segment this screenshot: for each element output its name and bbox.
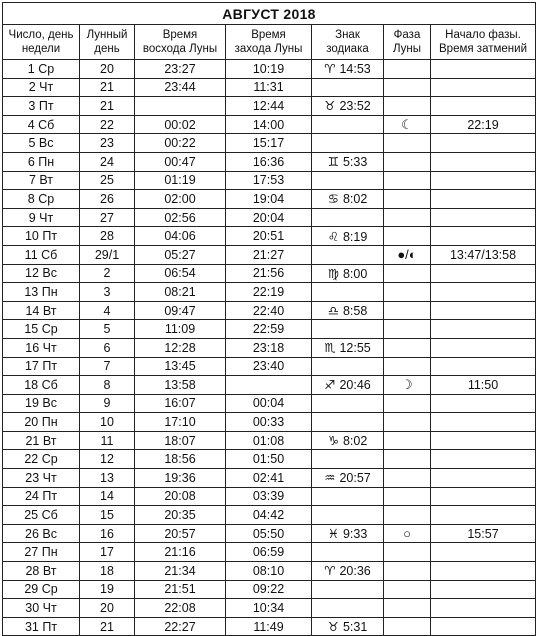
table-row xyxy=(3,543,536,562)
moonrise-cell: 04:06 xyxy=(135,227,226,246)
phase-start-cell xyxy=(431,320,536,339)
phase-start-cell xyxy=(431,152,536,171)
phase-start-cell xyxy=(431,543,536,562)
date-cell: 6 Пн xyxy=(3,152,80,171)
date-cell: 4 Сб xyxy=(3,115,80,134)
lunar-day-cell: 15 xyxy=(80,506,135,525)
lunar-calendar xyxy=(2,2,536,636)
table-row xyxy=(3,450,536,469)
zodiac-time: 9:33 xyxy=(342,527,368,542)
lunar-day-cell: 20 xyxy=(80,599,135,618)
moonrise-cell: 02:00 xyxy=(135,190,226,209)
phase-start-cell: 15:57 xyxy=(431,524,536,543)
zodiac-sign-icon: ♉ xyxy=(327,620,339,635)
phase-start-cell xyxy=(431,357,536,376)
moon-phase-icon xyxy=(384,357,431,376)
date-cell: 22 Ср xyxy=(3,450,80,469)
date-cell: 27 Пн xyxy=(3,543,80,562)
zodiac-cell xyxy=(312,506,384,525)
moonset-cell: 15:17 xyxy=(226,134,312,153)
moonrise-cell: 18:07 xyxy=(135,431,226,450)
moonset-cell: 21:56 xyxy=(226,264,312,283)
lunar-day-cell: 21 xyxy=(80,97,135,116)
zodiac-time: 5:33 xyxy=(342,155,368,170)
zodiac-time: 14:53 xyxy=(339,62,371,77)
phase-start-cell xyxy=(431,580,536,599)
moonset-cell: 11:31 xyxy=(226,78,312,97)
moonrise-cell: 16:07 xyxy=(135,394,226,413)
table-row xyxy=(3,208,536,227)
moon-phase-icon xyxy=(384,227,431,246)
lunar-day-cell: 8 xyxy=(80,376,135,395)
lunar-day-cell: 22 xyxy=(80,115,135,134)
moon-phase-icon xyxy=(384,264,431,283)
lunar-day-cell: 27 xyxy=(80,208,135,227)
phase-start-cell: 11:50 xyxy=(431,376,536,395)
moon-phase-icon: ●/◐ xyxy=(384,245,431,264)
date-cell: 17 Пт xyxy=(3,357,80,376)
phase-start-cell xyxy=(431,506,536,525)
date-cell: 11 Сб xyxy=(3,245,80,264)
table-row xyxy=(3,245,536,264)
moon-phase-icon xyxy=(384,617,431,636)
phase-start-cell xyxy=(431,208,536,227)
phase-start-cell xyxy=(431,283,536,302)
lunar-day-cell: 25 xyxy=(80,171,135,190)
zodiac-cell xyxy=(312,264,384,283)
moonset-cell: 01:08 xyxy=(226,431,312,450)
header-row xyxy=(3,25,536,60)
header-lunar-day: Лунный день xyxy=(80,25,135,60)
header-zodiac: Знак зодиака xyxy=(312,25,384,60)
table-row xyxy=(3,134,536,153)
phase-start-cell xyxy=(431,487,536,506)
phase-start-cell xyxy=(431,394,536,413)
header-moon-phase: Фаза Луны xyxy=(384,25,431,60)
date-cell: 5 Вс xyxy=(3,134,80,153)
moon-phase-icon: ☾ xyxy=(384,115,431,134)
moonset-cell: 21:27 xyxy=(226,245,312,264)
moonset-cell: 20:51 xyxy=(226,227,312,246)
moonset-cell: 19:04 xyxy=(226,190,312,209)
moon-phase-icon xyxy=(384,599,431,618)
table-row xyxy=(3,227,536,246)
moon-phase-icon: ☽ xyxy=(384,376,431,395)
zodiac-cell xyxy=(312,171,384,190)
table-row xyxy=(3,190,536,209)
lunar-day-cell: 11 xyxy=(80,431,135,450)
date-cell: 24 Пт xyxy=(3,487,80,506)
moonset-cell: 22:59 xyxy=(226,320,312,339)
moon-phase-icon xyxy=(384,506,431,525)
lunar-day-cell: 28 xyxy=(80,227,135,246)
header-day: Число, день недели xyxy=(3,25,80,60)
zodiac-cell xyxy=(312,208,384,227)
moonset-cell: 22:19 xyxy=(226,283,312,302)
moon-phase-icon xyxy=(384,60,431,79)
zodiac-cell xyxy=(312,562,384,581)
moon-phase-icon xyxy=(384,152,431,171)
table-row xyxy=(3,599,536,618)
zodiac-time: 8:19 xyxy=(342,229,368,244)
table-body xyxy=(3,60,536,636)
table-title: АВГУСТ 2018 xyxy=(3,3,536,25)
table-row xyxy=(3,469,536,488)
table-row xyxy=(3,338,536,357)
phase-start-cell xyxy=(431,134,536,153)
date-cell: 3 Пт xyxy=(3,97,80,116)
moonrise-cell: 08:21 xyxy=(135,283,226,302)
zodiac-sign-icon: ♒ xyxy=(324,471,336,486)
date-cell: 1 Ср xyxy=(3,60,80,79)
zodiac-cell xyxy=(312,524,384,543)
date-cell: 10 Пт xyxy=(3,227,80,246)
date-cell: 21 Вт xyxy=(3,431,80,450)
table-row xyxy=(3,60,536,79)
phase-start-cell: 13:47/13:58 xyxy=(431,245,536,264)
moonrise-cell: 18:56 xyxy=(135,450,226,469)
moon-phase-icon xyxy=(384,413,431,432)
table-row xyxy=(3,320,536,339)
zodiac-cell xyxy=(312,320,384,339)
moonset-cell: 14:00 xyxy=(226,115,312,134)
phase-start-cell xyxy=(431,338,536,357)
zodiac-sign-icon: ♎ xyxy=(327,304,339,319)
header-moonset: Время захода Луны xyxy=(226,25,312,60)
lunar-calendar-table xyxy=(2,2,536,636)
zodiac-cell xyxy=(312,580,384,599)
zodiac-cell xyxy=(312,97,384,116)
moonrise-cell: 00:47 xyxy=(135,152,226,171)
moon-phase-icon xyxy=(384,450,431,469)
table-row xyxy=(3,264,536,283)
moonrise-cell: 22:27 xyxy=(135,617,226,636)
moonset-cell: 23:18 xyxy=(226,338,312,357)
phase-start-cell xyxy=(431,190,536,209)
phase-start-cell xyxy=(431,599,536,618)
table-row xyxy=(3,115,536,134)
moon-phase-icon xyxy=(384,283,431,302)
zodiac-time: 20:57 xyxy=(339,471,371,486)
lunar-day-cell: 29/1 xyxy=(80,245,135,264)
table-row xyxy=(3,97,536,116)
zodiac-cell xyxy=(312,487,384,506)
phase-start-cell xyxy=(431,301,536,320)
table-row xyxy=(3,357,536,376)
zodiac-cell xyxy=(312,227,384,246)
table-row xyxy=(3,171,536,190)
date-cell: 9 Чт xyxy=(3,208,80,227)
zodiac-cell xyxy=(312,245,384,264)
date-cell: 2 Чт xyxy=(3,78,80,97)
zodiac-time: 8:02 xyxy=(342,434,368,449)
date-cell: 31 Пт xyxy=(3,617,80,636)
moonrise-cell: 20:08 xyxy=(135,487,226,506)
moonset-cell: 22:40 xyxy=(226,301,312,320)
zodiac-cell xyxy=(312,60,384,79)
lunar-day-cell: 7 xyxy=(80,357,135,376)
zodiac-cell xyxy=(312,431,384,450)
header-moonrise: Время восхода Луны xyxy=(135,25,226,60)
moonrise-cell: 00:22 xyxy=(135,134,226,153)
moonrise-cell: 21:16 xyxy=(135,543,226,562)
table-row xyxy=(3,487,536,506)
moon-phase-icon xyxy=(384,543,431,562)
date-cell: 7 Вт xyxy=(3,171,80,190)
moonrise-cell: 21:34 xyxy=(135,562,226,581)
table-row xyxy=(3,152,536,171)
table-row xyxy=(3,283,536,302)
date-cell: 25 Сб xyxy=(3,506,80,525)
moon-phase-icon xyxy=(384,562,431,581)
moonset-cell: 12:44 xyxy=(226,97,312,116)
zodiac-sign-icon: ♉ xyxy=(324,99,336,114)
moonrise-cell: 19:36 xyxy=(135,469,226,488)
lunar-day-cell: 26 xyxy=(80,190,135,209)
zodiac-cell xyxy=(312,338,384,357)
zodiac-cell xyxy=(312,617,384,636)
moonset-cell: 02:41 xyxy=(226,469,312,488)
moonset-cell: 04:42 xyxy=(226,506,312,525)
zodiac-cell xyxy=(312,469,384,488)
moonrise-cell xyxy=(135,97,226,116)
phase-start-cell xyxy=(431,60,536,79)
date-cell: 28 Вт xyxy=(3,562,80,581)
phase-start-cell: 22:19 xyxy=(431,115,536,134)
phase-start-cell xyxy=(431,227,536,246)
moon-phase-icon xyxy=(384,320,431,339)
moon-phase-icon xyxy=(384,394,431,413)
moonrise-cell: 13:45 xyxy=(135,357,226,376)
zodiac-cell xyxy=(312,357,384,376)
lunar-day-cell: 12 xyxy=(80,450,135,469)
lunar-day-cell: 6 xyxy=(80,338,135,357)
header-phase-start: Начало фазы. Время затмений xyxy=(431,25,536,60)
moonrise-cell: 20:57 xyxy=(135,524,226,543)
moon-phase-icon xyxy=(384,301,431,320)
zodiac-cell xyxy=(312,599,384,618)
lunar-day-cell: 21 xyxy=(80,617,135,636)
table-row xyxy=(3,413,536,432)
table-row xyxy=(3,617,536,636)
moonset-cell: 05:50 xyxy=(226,524,312,543)
moon-phase-icon xyxy=(384,190,431,209)
moonset-cell: 10:19 xyxy=(226,60,312,79)
lunar-day-cell: 2 xyxy=(80,264,135,283)
phase-start-cell xyxy=(431,617,536,636)
moonset-cell: 10:34 xyxy=(226,599,312,618)
moon-phase-icon xyxy=(384,78,431,97)
moonset-cell: 03:39 xyxy=(226,487,312,506)
moonset-cell xyxy=(226,376,312,395)
moon-phase-icon xyxy=(384,580,431,599)
moonrise-cell: 20:35 xyxy=(135,506,226,525)
lunar-day-cell: 17 xyxy=(80,543,135,562)
date-cell: 29 Ср xyxy=(3,580,80,599)
zodiac-cell xyxy=(312,283,384,302)
zodiac-cell xyxy=(312,152,384,171)
moonrise-cell: 23:27 xyxy=(135,60,226,79)
lunar-day-cell: 18 xyxy=(80,562,135,581)
date-cell: 20 Пн xyxy=(3,413,80,432)
lunar-day-cell: 19 xyxy=(80,580,135,599)
moonset-cell: 01:50 xyxy=(226,450,312,469)
phase-start-cell xyxy=(431,78,536,97)
lunar-day-cell: 16 xyxy=(80,524,135,543)
moonrise-cell: 00:02 xyxy=(135,115,226,134)
moon-phase-icon xyxy=(384,208,431,227)
zodiac-sign-icon: ♊ xyxy=(327,155,339,170)
table-row xyxy=(3,524,536,543)
date-cell: 12 Вс xyxy=(3,264,80,283)
zodiac-sign-icon: ♏ xyxy=(324,341,336,356)
moonrise-cell: 01:19 xyxy=(135,171,226,190)
zodiac-time: 8:02 xyxy=(342,192,368,207)
zodiac-cell xyxy=(312,376,384,395)
moon-phase-icon xyxy=(384,469,431,488)
zodiac-time: 8:00 xyxy=(342,266,368,281)
zodiac-time: 20:46 xyxy=(339,378,371,393)
date-cell: 30 Чт xyxy=(3,599,80,618)
zodiac-cell xyxy=(312,450,384,469)
zodiac-sign-icon: ♈ xyxy=(324,564,336,579)
lunar-day-cell: 20 xyxy=(80,60,135,79)
moonrise-cell: 09:47 xyxy=(135,301,226,320)
moonrise-cell: 05:27 xyxy=(135,245,226,264)
zodiac-time: 12:55 xyxy=(339,341,371,356)
moonrise-cell: 23:44 xyxy=(135,78,226,97)
lunar-day-cell: 9 xyxy=(80,394,135,413)
zodiac-sign-icon: ♈ xyxy=(324,62,336,77)
zodiac-cell xyxy=(312,394,384,413)
zodiac-sign-icon: ♓ xyxy=(327,527,339,542)
phase-start-cell xyxy=(431,431,536,450)
moon-phase-icon xyxy=(384,134,431,153)
moonrise-cell: 06:54 xyxy=(135,264,226,283)
zodiac-cell xyxy=(312,78,384,97)
moonset-cell: 16:36 xyxy=(226,152,312,171)
phase-start-cell xyxy=(431,450,536,469)
zodiac-time: 20:36 xyxy=(339,564,371,579)
phase-start-cell xyxy=(431,264,536,283)
date-cell: 26 Вс xyxy=(3,524,80,543)
moon-phase-icon xyxy=(384,431,431,450)
zodiac-time: 23:52 xyxy=(339,99,371,114)
zodiac-sign-icon: ♍ xyxy=(327,266,339,281)
phase-start-cell xyxy=(431,97,536,116)
moon-phase-icon xyxy=(384,338,431,357)
date-cell: 15 Ср xyxy=(3,320,80,339)
moonset-cell: 06:59 xyxy=(226,543,312,562)
moonrise-cell: 13:58 xyxy=(135,376,226,395)
table-row xyxy=(3,562,536,581)
lunar-day-cell: 24 xyxy=(80,152,135,171)
moonset-cell: 17:53 xyxy=(226,171,312,190)
zodiac-time: 5:31 xyxy=(342,620,368,635)
date-cell: 13 Пн xyxy=(3,283,80,302)
table-row xyxy=(3,376,536,395)
zodiac-time: 8:58 xyxy=(342,304,368,319)
moonset-cell: 00:04 xyxy=(226,394,312,413)
lunar-day-cell: 10 xyxy=(80,413,135,432)
table-row xyxy=(3,431,536,450)
lunar-day-cell: 13 xyxy=(80,469,135,488)
phase-start-cell xyxy=(431,413,536,432)
moon-phase-icon xyxy=(384,171,431,190)
table-row xyxy=(3,580,536,599)
zodiac-sign-icon: ♑ xyxy=(327,434,339,449)
zodiac-cell xyxy=(312,115,384,134)
date-cell: 14 Вт xyxy=(3,301,80,320)
moonrise-cell: 11:09 xyxy=(135,320,226,339)
date-cell: 16 Чт xyxy=(3,338,80,357)
moon-phase-icon: ○ xyxy=(384,524,431,543)
date-cell: 18 Сб xyxy=(3,376,80,395)
moonset-cell: 23:40 xyxy=(226,357,312,376)
moonset-cell: 09:22 xyxy=(226,580,312,599)
phase-start-cell xyxy=(431,171,536,190)
lunar-day-cell: 3 xyxy=(80,283,135,302)
moonrise-cell: 12:28 xyxy=(135,338,226,357)
zodiac-cell xyxy=(312,190,384,209)
moonset-cell: 00:33 xyxy=(226,413,312,432)
moonset-cell: 20:04 xyxy=(226,208,312,227)
moonset-cell: 08:10 xyxy=(226,562,312,581)
date-cell: 8 Ср xyxy=(3,190,80,209)
date-cell: 23 Чт xyxy=(3,469,80,488)
moonset-cell: 11:49 xyxy=(226,617,312,636)
lunar-day-cell: 21 xyxy=(80,78,135,97)
moonrise-cell: 02:56 xyxy=(135,208,226,227)
moon-phase-icon xyxy=(384,97,431,116)
phase-start-cell xyxy=(431,562,536,581)
moon-phase-icon xyxy=(384,487,431,506)
lunar-day-cell: 23 xyxy=(80,134,135,153)
table-row xyxy=(3,78,536,97)
zodiac-cell xyxy=(312,413,384,432)
lunar-day-cell: 5 xyxy=(80,320,135,339)
lunar-day-cell: 14 xyxy=(80,487,135,506)
moonrise-cell: 21:51 xyxy=(135,580,226,599)
lunar-day-cell: 4 xyxy=(80,301,135,320)
moonrise-cell: 17:10 xyxy=(135,413,226,432)
zodiac-cell xyxy=(312,301,384,320)
zodiac-sign-icon: ♐ xyxy=(324,378,336,393)
table-row xyxy=(3,506,536,525)
zodiac-sign-icon: ♌ xyxy=(327,229,339,244)
zodiac-cell xyxy=(312,134,384,153)
zodiac-sign-icon: ♋ xyxy=(327,192,339,207)
moonrise-cell: 22:08 xyxy=(135,599,226,618)
table-row xyxy=(3,301,536,320)
zodiac-cell xyxy=(312,543,384,562)
table-row xyxy=(3,394,536,413)
phase-start-cell xyxy=(431,469,536,488)
date-cell: 19 Вс xyxy=(3,394,80,413)
